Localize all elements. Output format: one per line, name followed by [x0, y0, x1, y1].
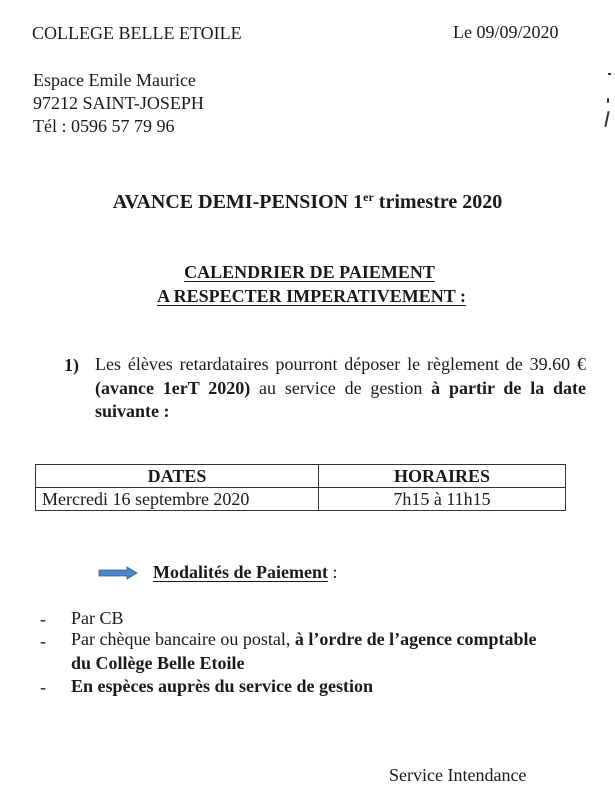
cell-hours: 7h15 à 11h15	[319, 488, 566, 511]
payment-item-cheque-line2: du Collège Belle Etoile	[71, 653, 245, 673]
item-paragraph	[95, 353, 586, 424]
payment-item-cheque-bold: à l’ordre de l’agence comptable	[294, 629, 537, 649]
payment-item-cb: Par CB	[71, 608, 124, 628]
scan-mark	[608, 73, 611, 75]
payment-item-cash: En espèces auprès du service de gestion	[71, 676, 373, 696]
item-text-a: Les élèves retardataires pourront déposer le règlement de 39.60 €	[95, 354, 586, 374]
cell-date: Mercredi 16 septembre 2020	[36, 488, 319, 511]
arrow-right-icon	[98, 566, 138, 580]
table-header-row	[36, 465, 566, 488]
payment-item-cheque-plain: Par chèque bancaire ou postal,	[71, 629, 295, 649]
payment-label: Modalités de Paiement	[153, 562, 328, 582]
header-horaires: HORAIRES	[319, 465, 566, 488]
schedule-table	[35, 464, 566, 511]
payment-heading	[153, 561, 337, 583]
address-line-1: Espace Emile Maurice	[33, 70, 196, 90]
signature: Service Intendance	[389, 765, 527, 785]
subtitle-line-2: A RESPECTER IMPERATIVEMENT :	[157, 286, 466, 306]
title-superscript: er	[363, 190, 374, 204]
subtitle-line-1: CALENDRIER DE PAIEMENT	[184, 262, 435, 282]
phone-number: Tél : 0596 57 79 96	[33, 116, 175, 136]
school-name: COLLEGE BELLE ETOILE	[32, 23, 242, 43]
bullet-dash: -	[40, 631, 46, 651]
scan-mark	[607, 98, 609, 103]
title-main: AVANCE DEMI-PENSION 1	[112, 191, 364, 213]
header-dates: DATES	[36, 465, 319, 488]
bullet-dash: -	[40, 677, 46, 697]
scan-mark	[604, 111, 609, 127]
payment-colon: :	[327, 562, 338, 582]
item-text-c: au service de gestion	[250, 377, 432, 398]
title-rest: trimestre 2020	[373, 191, 503, 213]
item-number: 1)	[64, 355, 79, 375]
address-line-2: 97212 SAINT-JOSEPH	[33, 93, 204, 113]
item-text-advance: (avance 1erT 2020)	[95, 377, 251, 398]
item-text-date-intro: à partir de la date suivante :	[95, 377, 586, 421]
payment-item-cheque	[71, 628, 537, 650]
document-title	[0, 190, 615, 214]
bullet-dash: -	[40, 609, 46, 629]
table-row	[36, 488, 566, 511]
document-date: Le 09/09/2020	[453, 22, 559, 42]
